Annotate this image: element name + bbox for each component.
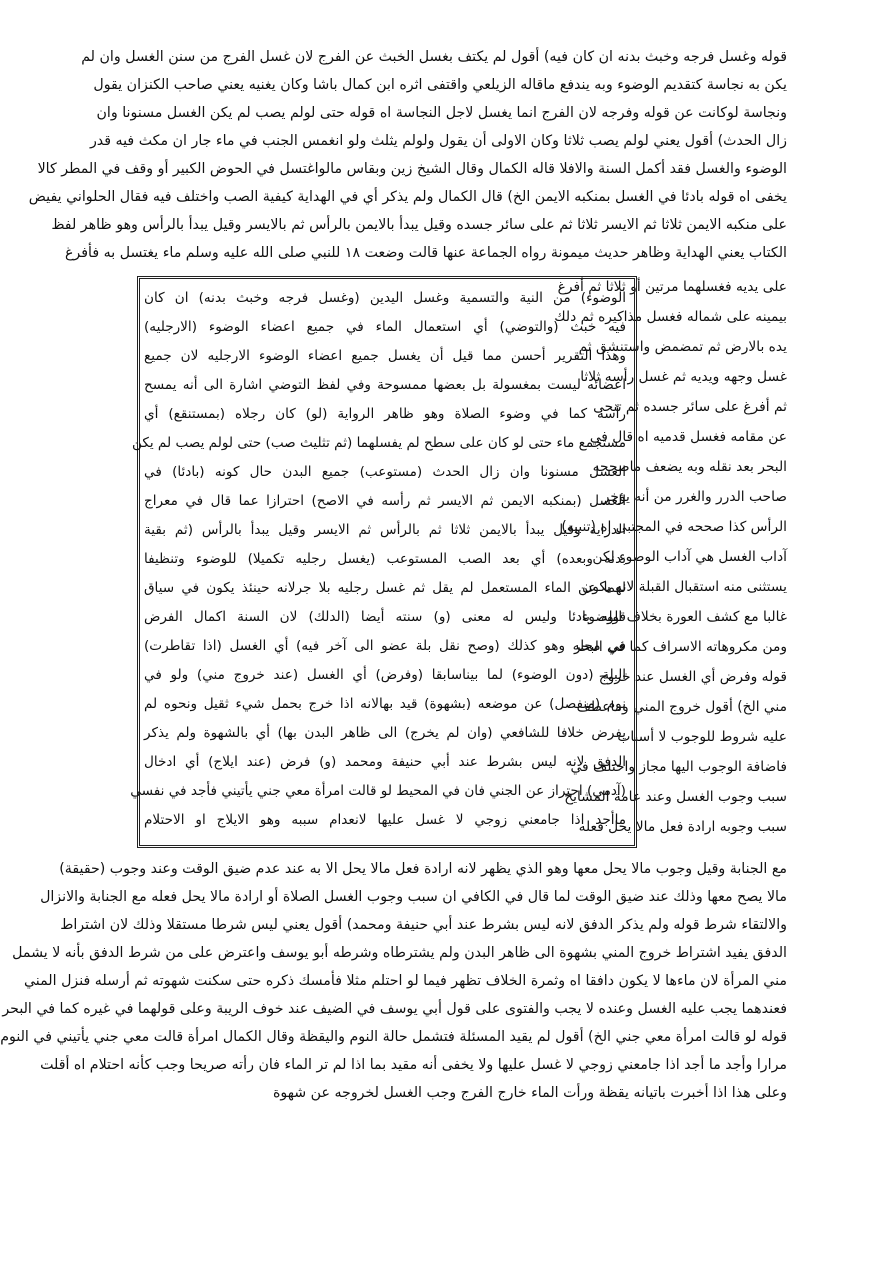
text-line: ومن مكروهاته الاسراف كما في البحر — [573, 639, 787, 655]
text-line: في محله وهو كذلك (وصح نقل بلة عضو الى آخر فيه) أي الغسل (اذا تقاطرت) — [144, 638, 626, 654]
text-line: ماأجد اذا جامعني زوجي لا غسل عليها لانعدام سببه وهو الايلاج او الاحتلام — [144, 812, 626, 828]
text-line: زال الحدث) أقول يعني لولم يصب ثلاثا وكان الاولى أن يقول ولولم يثلث ولو انغمس الجنب في ماء جار ان مكث فيه قدر — [89, 133, 787, 149]
text-line: البحر بعد نقله وبه يضعف ماصححه — [592, 459, 787, 475]
text-line: على يديه فغسلهما مرتين أو ثلاثا ثم أفرغ — [557, 279, 787, 295]
text-line: مني الخ) أقول خروج المني وماعطف — [576, 699, 787, 715]
text-line: عليه شروط للوجوب لا أسباب — [617, 729, 787, 745]
text-line: الوضوء والغسل فقد أكمل السنة والافلا قاله الكمال وقال الشيخ زين وبقاس مالواغتسل في الحوض الكبير أو وقف في المطر كالا — [37, 161, 787, 177]
text-line: سبب وجوب الغسل وعند عامة المشايخ — [564, 789, 787, 805]
main-text-frame — [130, 276, 637, 848]
text-line: والالتقاء شرط قوله ولم يذكر الدفق لانه ليس بشرط عند أبي حنيفة ومحمد) أقول يعني ليس شرطا مستقلا وذلك لان اشتراط — [60, 917, 787, 933]
text-line: يستثنى منه استقبال القبلة لانه يكون — [582, 579, 787, 595]
text-line: اعضائه ليست بمغسولة بل بعضها ممسوحة وفي لفظ التوضي اشارة الى أنه يمسح — [144, 377, 626, 393]
page — [0, 46, 787, 1226]
text-line: (آدمي) احتراز عن الجني فان في المحيط لو قالت امرأة معي جني يأتيني فأجد في نفسي — [130, 783, 626, 799]
text-line: غالبا مع كشف العورة بخلاف الوضوء — [581, 609, 787, 625]
text-line: يده بالارض ثم تمضمض واستنشق ثم — [578, 339, 787, 355]
text-line: مني المرأة لان ماءها لا يكون دافقا اه وثمرة الخلاف تظهر فيما لو احتلم مثلا فأمسك ذكره حتى سكنت شهوته ثم أرسله فنزل المني — [23, 973, 787, 989]
text-line: الكتاب يعني الهداية وظاهر حديث ميمونة رواه الجماعة عنها قالت وضعت ١٨ للنبي صلى الله عليه وسلم ماء يغتسل به فأفرغ — [64, 245, 787, 261]
text-line: الغسل مسنونا وان زال الحدث (مستوعب) جميع البدن حال كونه (بادئا) في — [144, 464, 626, 480]
text-line: نوم (منفصل) عن موضعه (بشهوة) قيد بهالانه اذا خرج بحمل شيء ثقيل ونحوه لم — [144, 696, 626, 712]
text-line: قوله بادئا وليس له معنى (و) سنته أيضا (الدلك) لان السنة اكمال الفرض — [144, 609, 626, 625]
text-line: بيمينه على شماله فغسل مذاكيره ثم دلك — [554, 309, 787, 325]
text-line: قوله وفرض أي الغسل عند خروج — [598, 669, 787, 685]
text-line: مع الجنابة وقيل وجوب مالا يحل معها وهو الذي يظهر لانه ارادة فعل مالا يحل الا به عند عدم ضيق الوقت وعند وجوب (حقيقة) — [59, 861, 787, 877]
text-line: وهذا التقرير أحسن مما قيل أن يغسل جميع اعضاء الوضوء الارجليه لان جميع — [144, 348, 626, 364]
text-line: فيه خبث (والتوضي) أي استعمال الماء في جميع اعضاء الوضوء (الارجليه) — [144, 319, 626, 335]
text-line: الوضوء) من النية والتسمية وغسل اليدين (وغسل فرجه وخبث بدنه) ان كان — [144, 290, 626, 306]
text-line: مستجمع ماء حتى لو كان على سطح لم يفسلهما (ثم تثليث صب) حتى لولم يصب لم يكن — [131, 435, 626, 451]
text-line: قوله وغسل فرجه وخبث بدنه ان كان فيه) أقول لم يكتف بغسل الخبث عن الفرج لان غسل الفرج من سنن الغسل وان لم — [81, 49, 787, 65]
text-line: الدفق يفيد اشتراط خروج المني بشهوة الى ظاهر البدن ولم يشترطاه وشرطه أبو يوسف واعترض على من شرط الدفق بأنه لا يشمل — [12, 945, 787, 961]
text-line: وعلى هذا اذا أخبرت باتيانه يقظة ورأت الماء خارج الفرج وجب الغسل لخروجه عن شهوة — [272, 1085, 787, 1101]
text-line: يكن به نجاسة كتقديم الوضوء وبه يندفع ماقاله الزيلعي واقتفى اثره ابن كمال باشا وكان يغنيه يعني صاحب الكنزان يقول — [93, 77, 787, 93]
text-line: قوله لو قالت امرأة معي جني الخ) أقول لم يقيد المسئلة فتشمل حالة النوم واليقظة وقال الكمال امرأة قالت معي جني يأتيني في النوم — [0, 1029, 787, 1045]
text-line: يخفى اه قوله بادئا في الغسل بمنكبه الايمن الخ) قال الكمال ولم يذكر أي في الهداية كيفية الصب واختلف فيه فقال الحلواني يفيض — [28, 189, 787, 205]
text-line: رأسه كما في وضوء الصلاة وهو ظاهر الرواية (لو) كان رجلاه (بمستنقع) أي — [144, 406, 626, 422]
text-line: ثم أفرغ على سائر جسده ثم تنحى — [593, 399, 787, 415]
text-line: على منكبه الايمن ثلاثا ثم الايسر ثلاثا ثم على سائر جسده وقيل يبدأ بالايمن بالرأس ثم بالايسر وقيل يبدأ بالرأس وهو ظاهر لفظ — [51, 217, 787, 233]
text-line: يفرض خلافا للشافعي (وان لم يخرج) الى ظاهر البدن بها) أي بالشهوة ولم يذكر — [144, 725, 626, 741]
text-line: بدنه وبعده) أي بعد الصب المستوعب (يغسل رجليه تكميلا) للوضوء وتنظيفا — [144, 551, 626, 567]
text-line: عن مقامه فغسل قدميه اه قال في — [589, 429, 787, 445]
text-line: الغسل (بمنكبه الايمن ثم الايسر ثم رأسه في الاصح) احترازا عما قال في معراج — [144, 493, 626, 509]
text-line: فاضافة الوجوب اليها مجاز واختلف في — [570, 759, 787, 775]
text-line: غسل وجهه ويديه ثم غسل رأسه ثلاثا — [580, 369, 787, 385]
text-line: لهما عن الماء المستعمل لم يقل ثم غسل رجليه بلا جرلانه حينئذ يكون في سياق — [144, 580, 626, 596]
text-line: آداب الغسل هي آداب الوضوء لكن — [592, 549, 787, 565]
text-line: صاحب الدرر والغرر من أنه يؤخر — [602, 489, 787, 505]
text-line: ونجاسة لوكانت عن قوله وفرجه لان الفرج انما يغسل لاجل النجاسة اه قوله حتى لولم يصب لم يكن الغسل مسنونا وان — [96, 105, 787, 121]
text-line: الدراية وقيل يبدأ بالايمن ثلاثا ثم بالرأس ثم الايسر وقيل يبدأ بالرأس (ثم بقية — [144, 522, 626, 538]
text-line: سبب وجوبه ارادة فعل مالا يحل فعله — [578, 819, 787, 835]
text-line: الرأس كذا صححه في المجتبى اه (تنبيه) — [561, 519, 787, 535]
text-line: الدفق لانه ليس بشرط عند أبي حنيفة ومحمد (و) فرض (عند ايلاج) أي ادخال — [144, 754, 626, 770]
text-line: مرارا وأجد ما أجد اذا جامعني زوجي لا غسل عليها ولا يخفى أنه مقيد بما اذا لم تر الماء فان رأته صريحا وجب كأنه احتلام اه أقلت — [40, 1057, 787, 1073]
text-line: مالا يصح معها وذلك عند ضيق الوقت لما قال في الكافي ان سبب وجوب الغسل الصلاة أو ارادة مالا يحل فعله مع الجنابة والانزال — [40, 889, 787, 905]
text-line: فعندهما يجب عليه الغسل وعنده لا يجب والفتوى على قول أبي يوسف في الضيف عند خوف الريبة وعلى قولهما في غيره كما في البحر — [2, 1001, 787, 1017]
text-line: البلة (دون الوضوء) لما بيناسابقا (وفرض) أي الغسل (عند خروج مني) ولو في — [144, 667, 626, 683]
